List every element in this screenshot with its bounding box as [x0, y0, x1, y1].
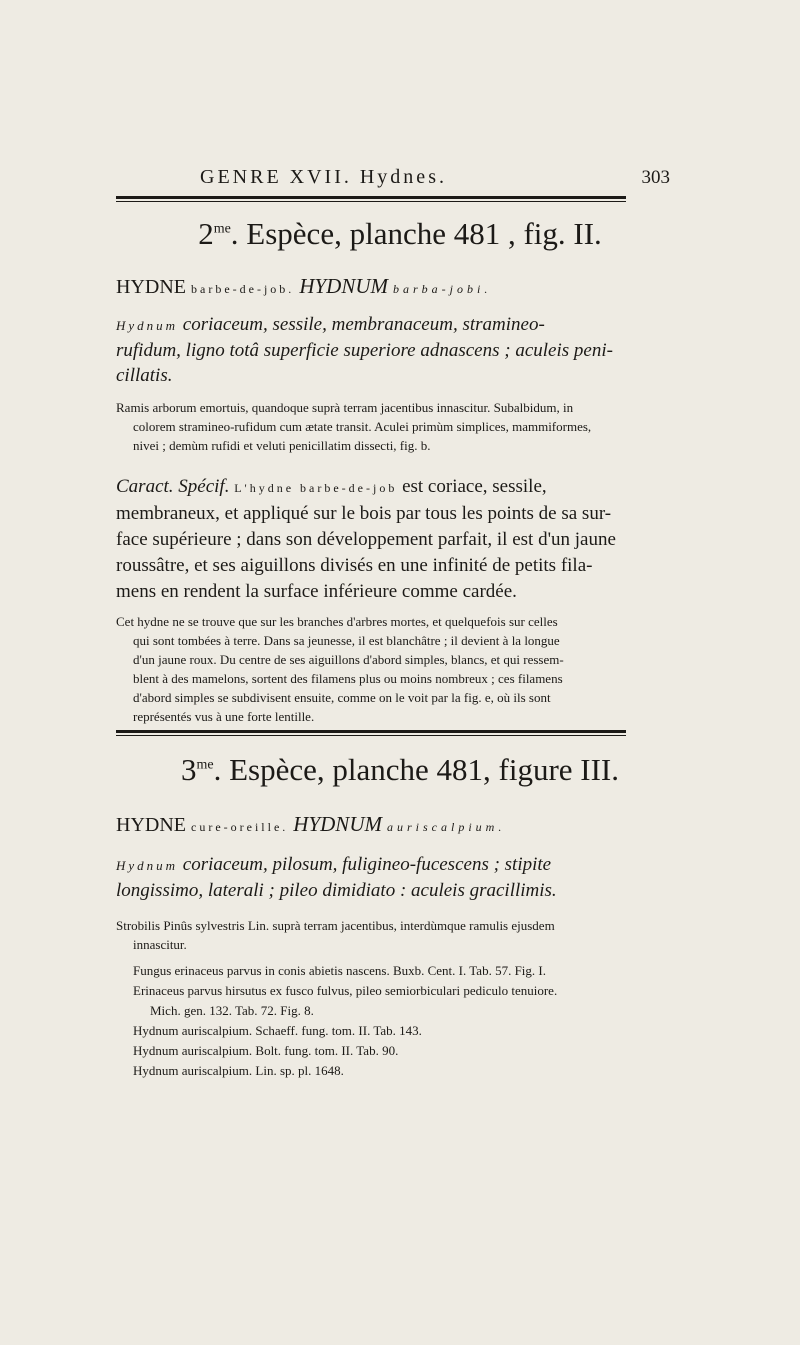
text-line: Cet hydne ne se trouve que sur les branches d'arbres mortes, et quelquefois sur celles [116, 614, 558, 629]
species-3-ordinal: me [196, 757, 214, 773]
species-3-name-fr-epithet: cure-oreille. [191, 820, 289, 834]
text-line: face supérieure ; dans son développement parfait, il est d'un jaune [116, 529, 616, 550]
species-3-name-fr: HYDNE [116, 814, 186, 836]
species-2-title [0, 216, 800, 252]
characters-label: Caract. Spécif. [116, 476, 230, 497]
text-line: innascitur. [133, 937, 187, 952]
species-2-observations [116, 612, 676, 726]
text-line: mens en rendent la surface inférieure comme cardée. [116, 581, 517, 602]
text-line: roussâtre, et ses aiguillons divisés en une infinité de petits fila- [116, 555, 593, 576]
running-title: GENRE XVII. Hydnes. [200, 166, 447, 188]
synonym-line: Hydnum auriscalpium. Bolt. fung. tom. II. Tab. 90. [133, 1043, 399, 1058]
species-2-ordinal: me [213, 221, 231, 237]
text-line: membraneux, et appliqué sur le bois par tous les points de sa sur- [116, 503, 612, 524]
species-3-name-lat-epithet: auriscalpium. [386, 820, 506, 834]
text-line: Strobilis Pinûs sylvestris Lin. suprà terram jacentibus, interdùmque ramulis ejusdem [116, 918, 555, 933]
species-3-title [0, 752, 800, 788]
species-2-name-fr: HYDNE [116, 276, 186, 298]
species-2-diagnosis-line: cillatis. [116, 365, 173, 386]
species-2-number: 2 [198, 216, 214, 251]
species-2-name-lat-epithet: barba-jobi. [393, 282, 492, 296]
page-number: 303 [641, 167, 670, 188]
species-2-diagnosis-genus: Hydnum [116, 318, 179, 333]
species-2-diagnosis-line: coriaceum, sessile, membranaceum, stramineo- [182, 314, 545, 335]
text-line: représentés vus à une forte lentille. [133, 709, 315, 724]
species-3-synonymy [133, 961, 678, 1081]
text-line: Ramis arborum emortuis, quandoque suprà terram jacentibus innascitur. Subalbidum, in [116, 400, 574, 415]
species-2-latin-description [116, 398, 676, 455]
text-line: blent à des mamelons, sortent des filamens plus ou moins nombreux ; ces filamens [133, 671, 563, 686]
species-2-plate: . Espèce, planche 481 , fig. II. [230, 216, 602, 251]
text-line: d'un jaune roux. Du centre de ses aiguillons d'abord simples, blancs, et qui ressem- [133, 652, 564, 667]
species-3-names [116, 812, 676, 837]
running-head [200, 166, 670, 189]
characters-name: L'hydne barbe-de-job [234, 481, 398, 495]
synonym-line: Hydnum auriscalpium. Lin. sp. pl. 1648. [133, 1063, 344, 1078]
text-line: nivei ; demùm rufidi et veluti penicillatim dissecti, fig. b. [133, 438, 431, 453]
species-2-characters [116, 474, 676, 605]
species-3-number: 3 [180, 752, 197, 787]
species-3-diagnosis [116, 852, 678, 903]
species-3-diagnosis-line: longissimo, laterali ; pileo dimidiato : aculeis gracillimis. [116, 880, 557, 901]
species-3-plate: . Espèce, planche 481, figure III. [213, 752, 620, 787]
species-3-name-lat: HYDNUM [293, 812, 382, 836]
text-line: d'abord simples se subdivisent ensuite, comme on le voit par la fig. e, où ils sont [133, 690, 551, 705]
synonym-line: Erinaceus parvus hirsutus ex fusco fulvus, pileo semiorbiculari pediculo tenuiore. [133, 983, 558, 998]
species-2-name-lat: HYDNUM [299, 274, 388, 298]
species-2-diagnosis [116, 312, 678, 388]
top-rule [116, 196, 626, 202]
text-line: colorem stramineo-rufidum cum ætate transit. Aculei primùm simplices, mammiformes, [133, 419, 592, 434]
species-3-diagnosis-line: coriaceum, pilosum, fuligineo-fucescens ; stipite [182, 854, 552, 875]
species-3-diagnosis-genus: Hydnum [116, 858, 179, 873]
section-rule [116, 730, 626, 736]
species-3-habitat [116, 916, 676, 954]
species-2-names [116, 274, 676, 299]
text-line: qui sont tombées à terre. Dans sa jeunesse, il est blanchâtre ; il devient à la longue [133, 633, 560, 648]
synonym-line: Mich. gen. 132. Tab. 72. Fig. 8. [150, 1003, 314, 1018]
species-2-diagnosis-line: rufidum, ligno totâ superficie superiore adnascens ; aculeis peni- [116, 340, 613, 361]
text-line: est coriace, sessile, [402, 476, 547, 497]
synonym-line: Hydnum auriscalpium. Schaeff. fung. tom. II. Tab. 143. [133, 1023, 422, 1038]
species-2-name-fr-epithet: barbe-de-job. [191, 282, 295, 296]
synonym-line: Fungus erinaceus parvus in conis abietis nascens. Buxb. Cent. I. Tab. 57. Fig. I. [133, 963, 546, 978]
